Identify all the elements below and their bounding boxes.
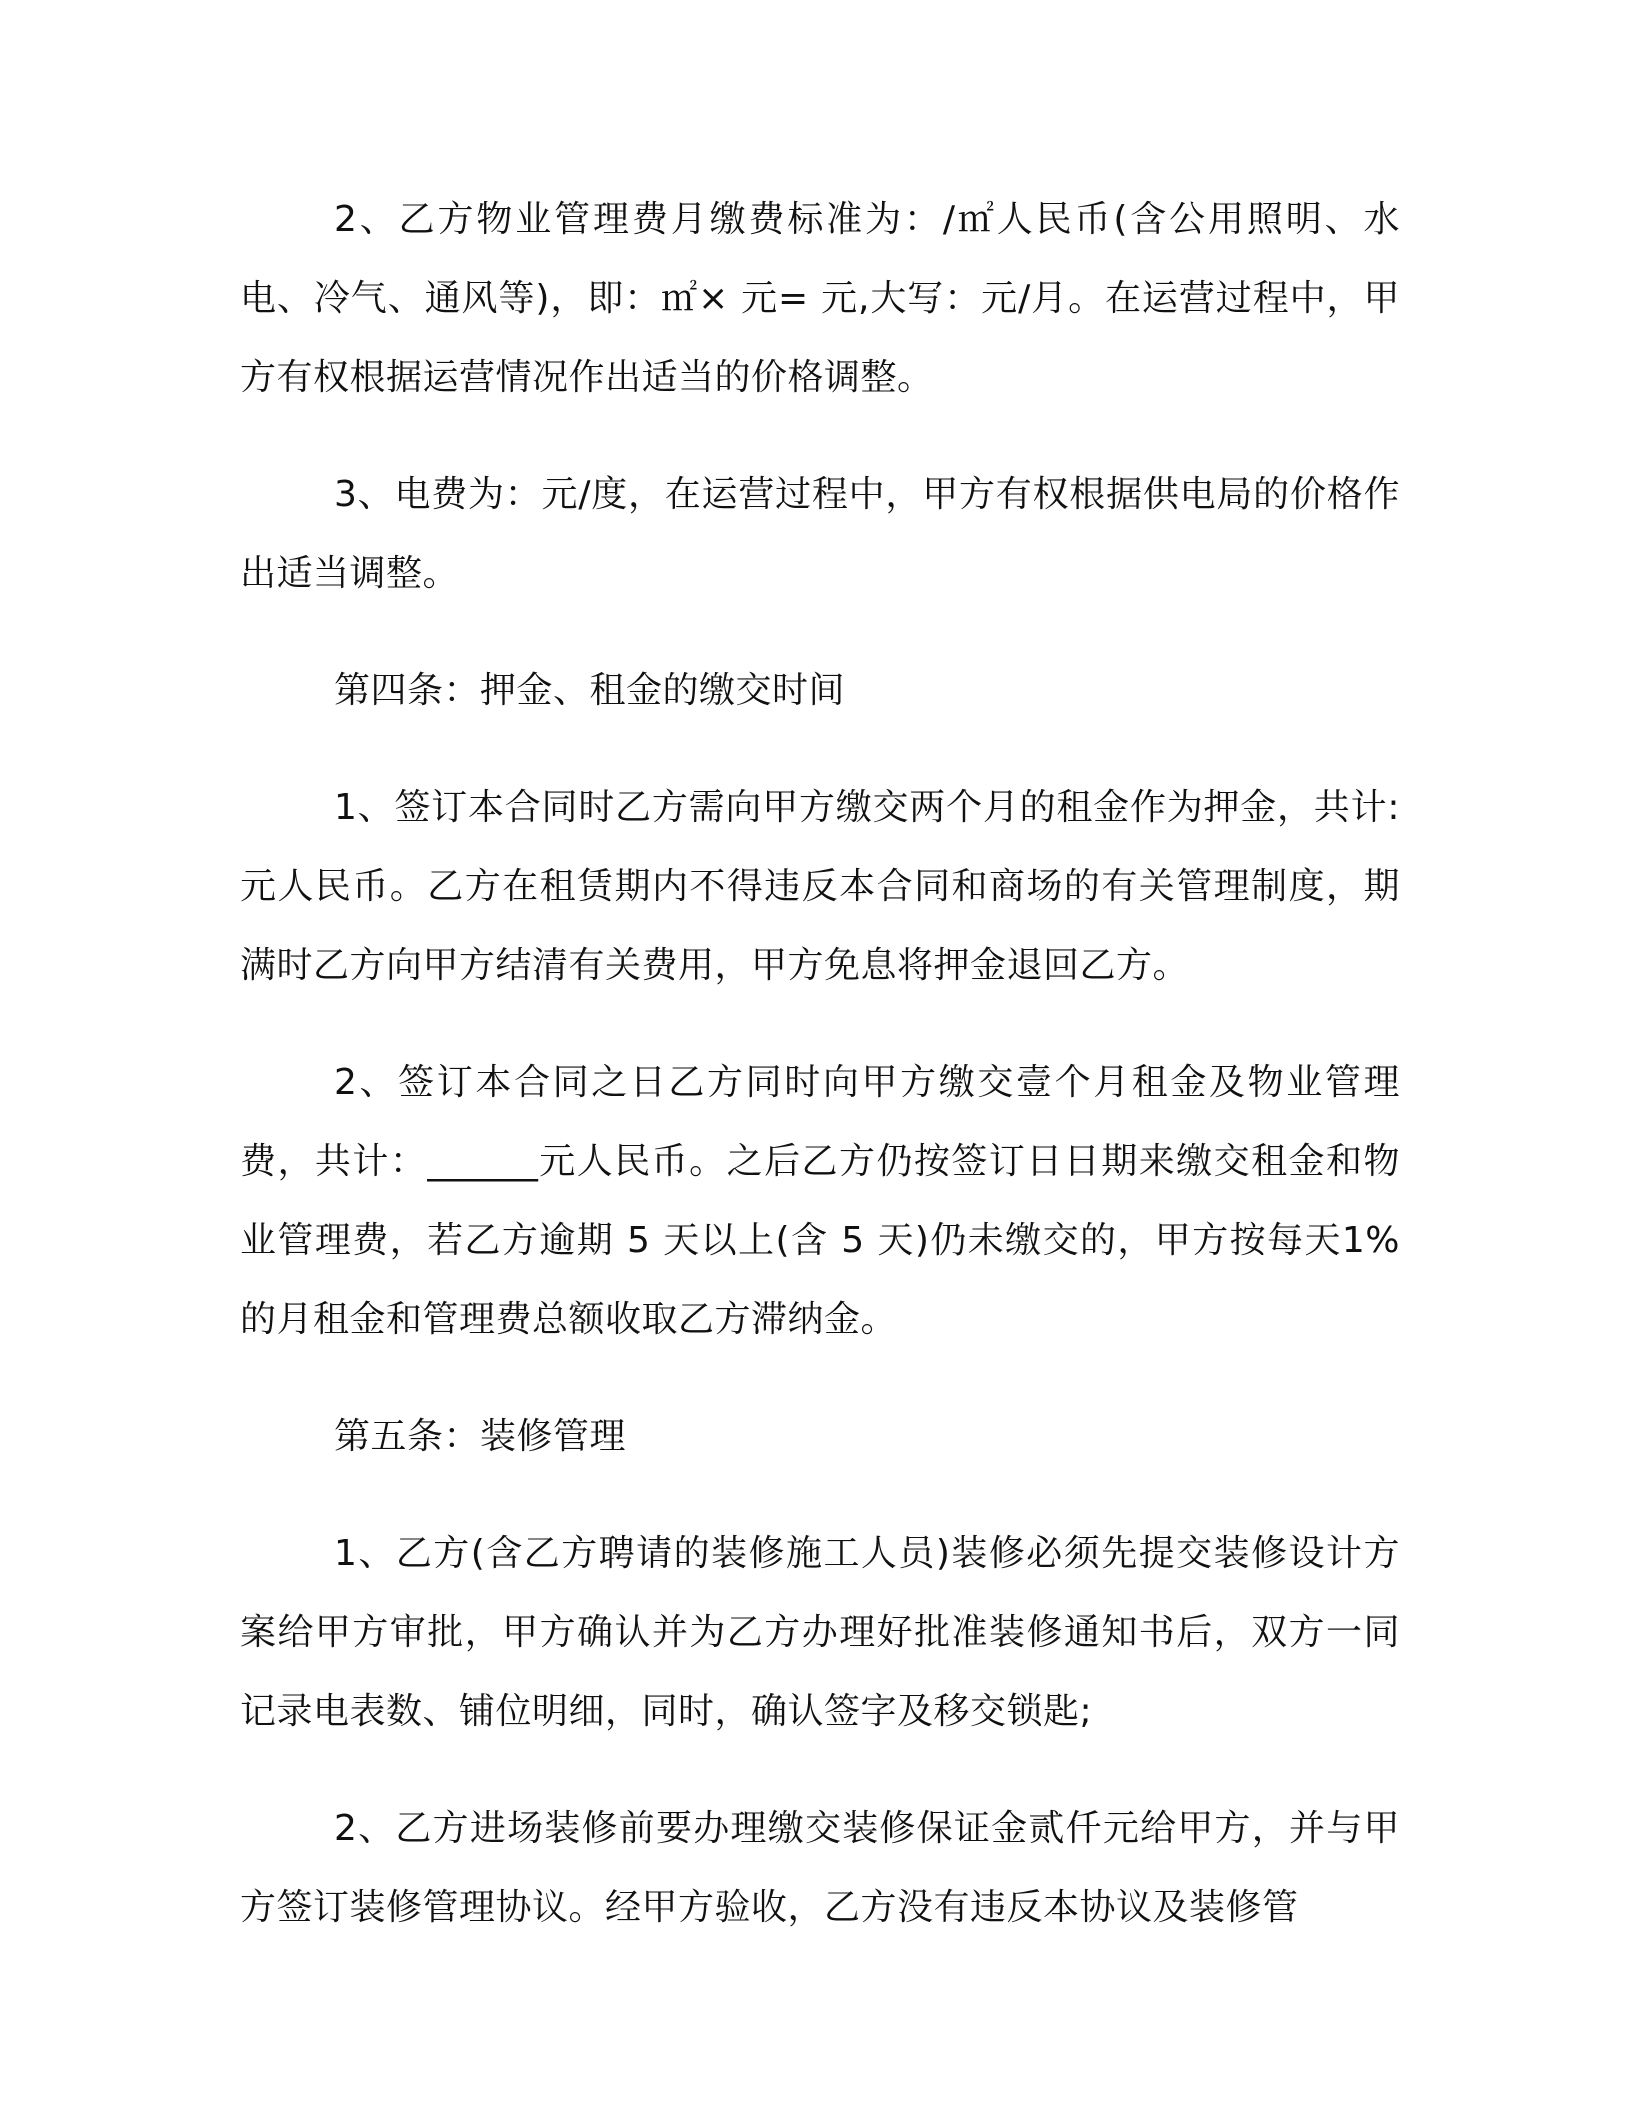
article-4-item-2-paragraph: 2、签订本合同之日乙方同时向甲方缴交壹个月租金及物业管理费，共计：______元人民币。之后乙方仍按签订日日期来缴交租金和物业管理费，若乙方逾期 5 天以上(含 5 天)仍未缴交的，甲方按每天1%的月租金和管理费总额收取乙方滞纳金。 [240,1062,1400,1340]
clause-3-item-3-paragraph: 3、电费为：元/度，在运营过程中，甲方有权根据供电局的价格作出适当调整。 [240,474,1400,594]
article-4-heading: 第四条：押金、租金的缴交时间 [334,670,846,711]
article-5-heading: 第五条：装修管理 [334,1416,627,1457]
document-body [240,180,1400,1985]
article-5-item-1-paragraph: 1、乙方(含乙方聘请的装修施工人员)装修必须先提交装修设计方案给甲方审批，甲方确认并为乙方办理好批准装修通知书后，双方一同记录电表数、铺位明细，同时，确认签字及移交锁匙; [240,1533,1400,1732]
clause-3-item-2-paragraph: 2、乙方物业管理费月缴费标准为：/㎡人民币(含公用照明、水电、冷气、通风等)，即：㎡× 元= 元,大写：元/月。在运营过程中，甲方有权根据运营情况作出适当的价格调整。 [240,199,1400,398]
article-5-item-2-paragraph: 2、乙方进场装修前要办理缴交装修保证金贰仟元给甲方，并与甲方签订装修管理协议。经甲方验收，乙方没有违反本协议及装修管 [240,1808,1400,1928]
article-4-item-1-paragraph: 1、签订本合同时乙方需向甲方缴交两个月的租金作为押金，共计: 元人民币。乙方在租赁期内不得违反本合同和商场的有关管理制度，期满时乙方向甲方结清有关费用，甲方免息将押金退回乙方。 [240,787,1400,986]
